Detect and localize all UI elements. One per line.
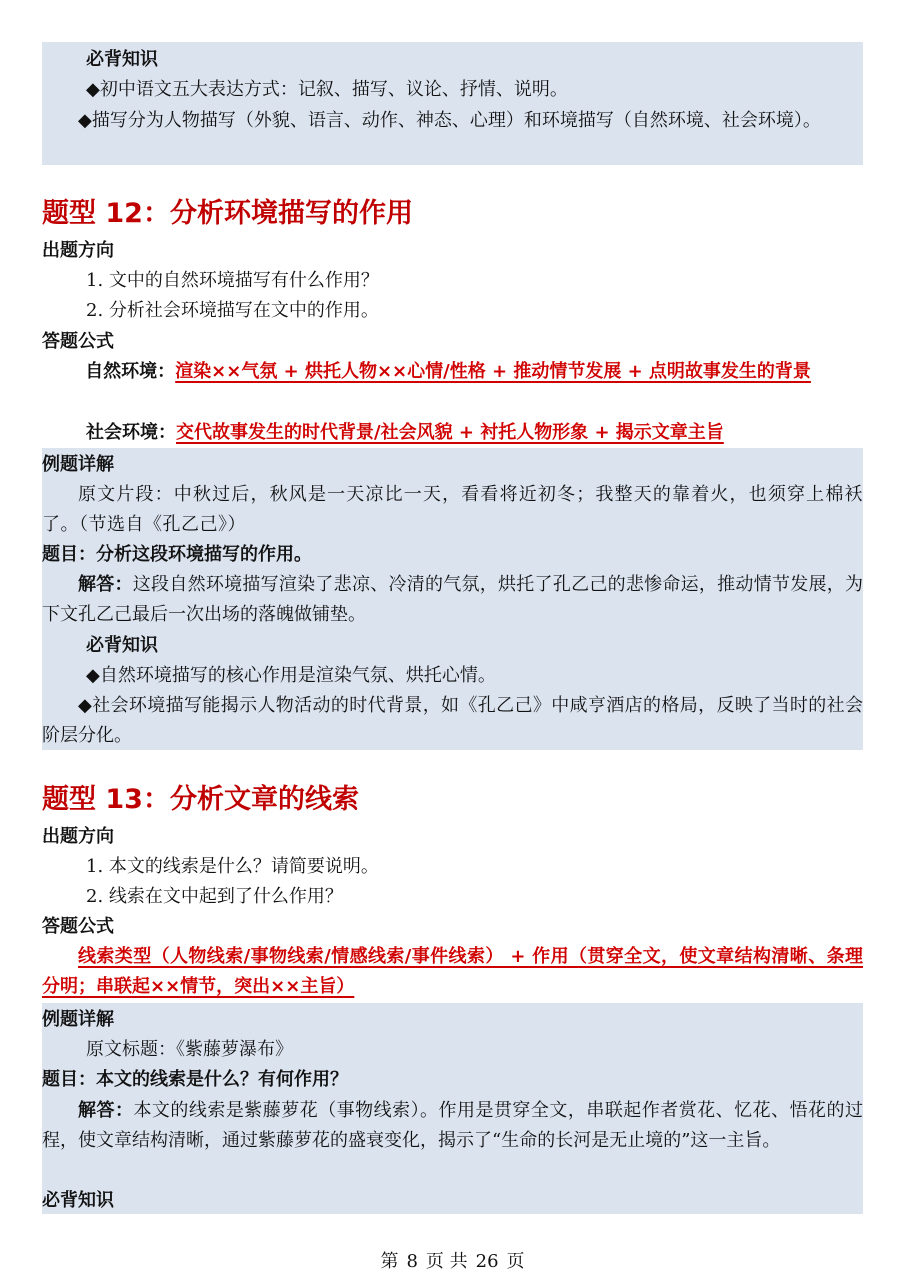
section12-knowledge-2: ◆社会环境描写能揭示人物活动的时代背景，如《孔乙己》中咸亨酒店的格局，反映了当时的社会阶层分化。 — [42, 695, 863, 746]
section12-answer-text: 这段自然环境描写渲染了悲凉、冷清的气氛，烘托了孔乙己的悲惨命运，推动情节发展，为下文孔乙己最后一次出场的落魄做铺垫。 — [42, 574, 864, 625]
section13-answer-text: 本文的线索是紫藤萝花（事物线索）。作用是贯穿全文，串联起作者赏花、忆花、悟花的过程，使文章结构清晰，通过紫藤萝花的盛衰变化，揭示了“生命的长河是无止境的”这一主旨。 — [42, 1100, 864, 1151]
section12-direction-1: 1. 文中的自然环境描写有什么作用？ — [86, 270, 379, 291]
section12-direction-2: 2. 分析社会环境描写在文中的作用。 — [86, 300, 379, 321]
section12-direction-title: 出题方向 — [42, 240, 114, 261]
section13-direction-1: 1. 本文的线索是什么？请简要说明。 — [86, 856, 379, 877]
footer-mid: 页 共 — [425, 1251, 468, 1272]
section13-knowledge-title: 必背知识 — [42, 1190, 114, 1211]
footer-suffix: 页 — [506, 1251, 525, 1272]
section13-answer-label: 解答： — [78, 1100, 134, 1121]
section12-knowledge-1: ◆自然环境描写的核心作用是渲染气氛、烘托心情。 — [86, 665, 496, 686]
section12-answer — [42, 570, 863, 630]
section13-formula — [42, 942, 863, 1002]
section13-formula-title: 答题公式 — [42, 916, 114, 937]
section13-heading: 题型 13：分析文章的线索 — [42, 784, 359, 815]
section13-question: 题目：本文的线索是什么？有何作用？ — [42, 1069, 348, 1090]
section13-direction-title: 出题方向 — [42, 826, 114, 847]
page-footer — [0, 1250, 905, 1274]
formula-natural-label: 自然环境： — [85, 361, 176, 382]
section13-example-title: 例题详解 — [42, 1009, 114, 1030]
section12-passage: 原文片段：中秋过后，秋风是一天凉比一天，看看将近初冬；我整天的靠着火，也须穿上棉袄了。（节选自《孔乙己》） — [42, 484, 863, 535]
section12-formula-title: 答题公式 — [42, 331, 114, 352]
top-knowledge-title: 必背知识 — [86, 49, 158, 70]
section12-question: 题目：分析这段环境描写的作用。 — [42, 544, 312, 565]
section12-answer-label: 解答： — [78, 574, 133, 595]
section12-heading: 题型 12：分析环境描写的作用 — [42, 198, 413, 229]
section12-example-title: 例题详解 — [42, 454, 114, 475]
footer-prefix: 第 — [380, 1251, 399, 1272]
section12-formula-social — [86, 418, 724, 448]
section13-formula-text: 线索类型（人物线索/事物线索/情感线索/事件线索） + 作用（贯穿全文，使文章结构清晰、条理分明；串联起××情节，突出××主旨） — [42, 946, 863, 997]
formula-natural-text: 渲染××气氛 + 烘托人物××心情/性格 + 推动情节发展 + 点明故事发生的背景 — [175, 361, 811, 382]
footer-page-number: 8 — [406, 1251, 418, 1272]
footer-total-pages: 26 — [475, 1251, 499, 1272]
top-knowledge-item-2: ◆描写分为人物描写（外貌、语言、动作、神态、心理）和环境描写（自然环境、社会环境）。 — [78, 110, 821, 131]
section13-passage: 原文标题：《紫藤萝瀑布》 — [86, 1039, 293, 1060]
section13-direction-2: 2. 线索在文中起到了什么作用？ — [86, 886, 343, 907]
top-knowledge-item-1: ◆初中语文五大表达方式：记叙、描写、议论、抒情、说明。 — [86, 79, 568, 100]
formula-social-text: 交代故事发生的时代背景/社会风貌 + 衬托人物形象 + 揭示文章主旨 — [176, 422, 724, 443]
section12-knowledge-title: 必背知识 — [86, 635, 158, 656]
section13-answer — [42, 1096, 863, 1156]
formula-social-label: 社会环境： — [86, 422, 176, 443]
section12-formula-natural — [42, 357, 863, 387]
